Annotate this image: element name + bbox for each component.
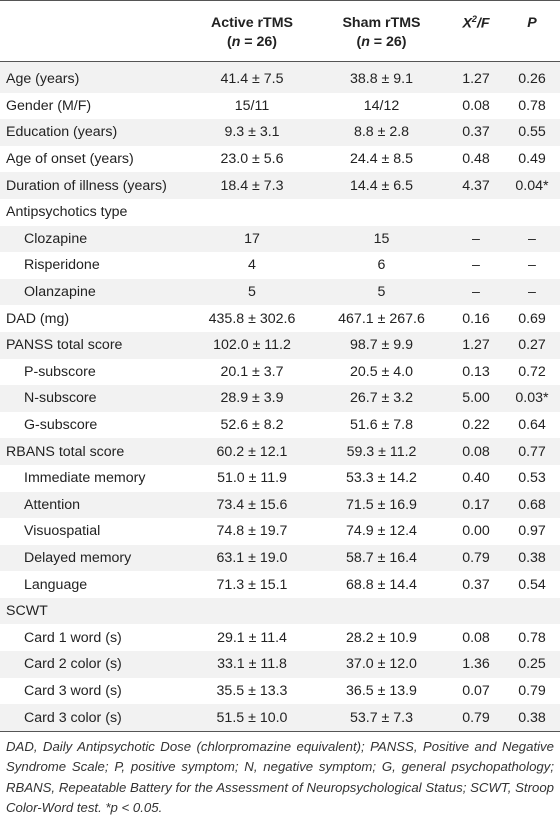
cell-active: 5: [189, 279, 315, 306]
cell-p: [504, 199, 560, 226]
cell-p: –: [528, 257, 536, 274]
row-label: Card 2 color (s): [0, 651, 189, 678]
table-row: [0, 571, 560, 598]
table-row: [0, 651, 560, 678]
cell-stat: 1.27: [448, 62, 504, 93]
cell-active: 4: [248, 257, 256, 274]
cell-sham: 36.5 ± 13.9: [346, 682, 417, 699]
row-label: SCWT: [0, 598, 189, 625]
cell-sham: 53.7 ± 7.3: [315, 704, 448, 731]
cell-p: [504, 598, 560, 625]
table-row: [0, 465, 560, 492]
table-row: [0, 624, 560, 651]
table-row: [0, 146, 560, 173]
cell-active: 51.5 ± 10.0: [189, 704, 315, 731]
cell-stat: 0.08: [462, 97, 490, 114]
cell-active: 63.1 ± 19.0: [189, 545, 315, 572]
table-body: [0, 62, 560, 732]
cell-sham: 8.8 ± 2.8: [315, 119, 448, 146]
row-label: Education (years): [0, 119, 189, 146]
cell-sham: [315, 598, 448, 625]
table-row: [0, 359, 560, 386]
cell-active: 60.2 ± 12.1: [189, 438, 315, 465]
table-row: [0, 279, 560, 306]
header-empty-4: [504, 32, 560, 62]
cell-sham: [315, 199, 448, 226]
row-label: G-subscore: [24, 417, 98, 434]
cell-sham: 37.0 ± 12.0: [315, 651, 448, 678]
cell-sham: 467.1 ± 267.6: [338, 310, 425, 327]
cell-active: 41.4 ± 7.5: [189, 62, 315, 93]
header-stat-rest: /F: [476, 15, 490, 32]
cell-p: –: [504, 226, 560, 253]
row-label: Card 3 word (s): [24, 682, 122, 699]
row-label: Delayed memory: [0, 545, 189, 572]
cell-sham: 74.9 ± 12.4: [346, 523, 417, 540]
header-stat: [448, 1, 504, 33]
table-row: [0, 172, 560, 199]
cell-active: 35.5 ± 13.3: [216, 682, 288, 699]
cell-stat: 0.00: [462, 523, 490, 540]
cell-p: 0.72: [518, 363, 546, 380]
table-row: [0, 545, 560, 572]
cell-sham: 53.3 ± 14.2: [346, 470, 417, 487]
cell-active: 9.3 ± 3.1: [189, 119, 315, 146]
header-sham-title: Sham rTMS: [315, 1, 448, 33]
cell-p: 0.79: [518, 682, 546, 699]
cell-sham: 14/12: [363, 97, 400, 114]
row-label: RBANS total score: [0, 438, 189, 465]
table-row: [0, 518, 560, 545]
table-row: [0, 305, 560, 332]
cell-stat: 0.40: [462, 470, 490, 487]
cell-p: 0.27: [504, 332, 560, 359]
cell-stat: 0.13: [462, 363, 490, 380]
cell-p: –: [504, 279, 560, 306]
row-label: Age of onset (years): [6, 151, 134, 168]
cell-active: 71.3 ± 15.1: [216, 576, 288, 593]
cell-stat: 0.79: [448, 545, 504, 572]
cell-sham: 59.3 ± 11.2: [315, 438, 448, 465]
cell-p: 0.53: [518, 470, 546, 487]
cell-stat: 0.16: [462, 310, 490, 327]
cell-stat: –: [448, 279, 504, 306]
cell-p: 0.54: [518, 576, 546, 593]
cell-p: 0.78: [518, 97, 546, 114]
row-label: Gender (M/F): [6, 97, 92, 114]
cell-active: 17: [189, 226, 315, 253]
cell-active: 18.4 ± 7.3: [189, 172, 315, 199]
table-row: [0, 412, 560, 439]
cell-sham: 68.8 ± 14.4: [346, 576, 417, 593]
cell-active: 20.1 ± 3.7: [220, 363, 284, 380]
cell-sham: 51.6 ± 7.8: [349, 417, 413, 434]
cell-stat: 0.37: [462, 576, 490, 593]
header-active-title: Active rTMS: [189, 1, 315, 33]
table-row: [0, 119, 560, 146]
cell-active: 73.4 ± 15.6: [189, 492, 315, 519]
row-label: Clozapine: [0, 226, 189, 253]
row-label: Language: [24, 576, 88, 593]
table-row: [0, 438, 560, 465]
cell-active: [189, 598, 315, 625]
row-label: P-subscore: [24, 363, 96, 380]
cell-stat: 0.79: [448, 704, 504, 731]
cell-stat: 4.37: [448, 172, 504, 199]
row-label: Attention: [0, 492, 189, 519]
table-row: [0, 704, 560, 731]
cell-active: 74.8 ± 19.7: [216, 523, 288, 540]
cell-p: 0.78: [518, 629, 546, 646]
cell-sham: 26.7 ± 3.2: [315, 385, 448, 412]
cell-p: 0.97: [518, 523, 546, 540]
row-label: DAD (mg): [6, 310, 70, 327]
row-label: Card 3 color (s): [0, 704, 189, 731]
cell-stat: 0.17: [448, 492, 504, 519]
cell-stat: 1.36: [448, 651, 504, 678]
header-stat-sup: 2: [471, 13, 477, 24]
table-row: [0, 199, 560, 226]
cell-stat: 0.08: [462, 629, 490, 646]
table-header: [0, 1, 560, 62]
table-row: [0, 93, 560, 120]
header-empty-2: [0, 32, 189, 62]
row-label: Card 1 word (s): [24, 629, 122, 646]
cell-stat: –: [448, 226, 504, 253]
cell-sham: 20.5 ± 4.0: [349, 363, 413, 380]
cell-sham: 71.5 ± 16.9: [315, 492, 448, 519]
cell-stat: [448, 598, 504, 625]
cell-p: 0.03*: [504, 385, 560, 412]
cell-p: 0.38: [504, 704, 560, 731]
cell-active: 102.0 ± 11.2: [189, 332, 315, 359]
cell-p: 0.49: [518, 151, 546, 168]
cell-active: [189, 199, 315, 226]
cell-active: 33.1 ± 11.8: [189, 651, 315, 678]
cell-active: 51.0 ± 11.9: [217, 470, 287, 487]
row-label: Immediate memory: [24, 470, 146, 487]
cell-p: 0.26: [504, 62, 560, 93]
cell-stat: –: [472, 257, 480, 274]
row-label: N-subscore: [0, 385, 189, 412]
cell-sham: 15: [315, 226, 448, 253]
cell-stat: 0.37: [448, 119, 504, 146]
header-sham-n: (n = 26): [315, 32, 448, 62]
cell-active: 23.0 ± 5.6: [220, 151, 284, 168]
table-row: [0, 678, 560, 705]
row-label: Duration of illness (years): [0, 172, 189, 199]
cell-sham: 24.4 ± 8.5: [349, 151, 413, 168]
cell-stat: 5.00: [448, 385, 504, 412]
cell-p: 0.04*: [504, 172, 560, 199]
cell-sham: 58.7 ± 16.4: [315, 545, 448, 572]
cell-p: 0.69: [518, 310, 546, 327]
header-p: P: [504, 1, 560, 33]
row-label: Visuospatial: [24, 523, 101, 540]
row-label: PANSS total score: [0, 332, 189, 359]
cell-stat: [448, 199, 504, 226]
table-footnote: DAD, Daily Antipsychotic Dose (chlorpromazine equivalent); PANSS, Positive and Negative Syndrome Scale; P, positive symptom; N, negative symptom; G, general psychopathology; RBANS, Repeatable Battery for the Assessment of Neuropsychological Status; SCWT, Stroop Color-Word test. *p < 0.05.: [6, 738, 554, 816]
table-row: [0, 492, 560, 519]
cell-stat: 0.08: [448, 438, 504, 465]
row-label: Age (years): [0, 62, 189, 93]
cell-active: 52.6 ± 8.2: [220, 417, 284, 434]
table-row: [0, 598, 560, 625]
table-row: [0, 226, 560, 253]
cell-p: 0.68: [504, 492, 560, 519]
row-label: Risperidone: [24, 257, 100, 274]
cell-sham: 28.2 ± 10.9: [346, 629, 417, 646]
cell-active: 29.1 ± 11.4: [217, 629, 287, 646]
cell-p: 0.77: [504, 438, 560, 465]
cell-sham: 98.7 ± 9.9: [315, 332, 448, 359]
row-label: Antipsychotics type: [6, 204, 128, 221]
cell-stat: 0.07: [462, 682, 490, 699]
cell-p: 0.25: [504, 651, 560, 678]
table-row: [0, 332, 560, 359]
header-empty-3: [448, 32, 504, 62]
cell-stat: 0.22: [462, 417, 490, 434]
cell-stat: 0.48: [462, 151, 490, 168]
header-stat-base: X: [462, 15, 472, 32]
row-label: Olanzapine: [0, 279, 189, 306]
cell-sham: 38.8 ± 9.1: [315, 62, 448, 93]
table-row: [0, 385, 560, 412]
table-row: [0, 252, 560, 279]
cell-active: 28.9 ± 3.9: [189, 385, 315, 412]
header-active-n: (n = 26): [189, 32, 315, 62]
table-row: [0, 62, 560, 93]
cell-p: 0.38: [504, 545, 560, 572]
cell-p: 0.64: [518, 417, 546, 434]
cell-active: 15/11: [234, 97, 270, 114]
header-empty: [0, 1, 189, 33]
cell-sham: 5: [315, 279, 448, 306]
cell-sham: 14.4 ± 6.5: [315, 172, 448, 199]
cell-sham: 6: [377, 257, 386, 274]
cell-p: 0.55: [504, 119, 560, 146]
cell-active: 435.8 ± 302.6: [208, 310, 296, 327]
cell-stat: 1.27: [448, 332, 504, 359]
